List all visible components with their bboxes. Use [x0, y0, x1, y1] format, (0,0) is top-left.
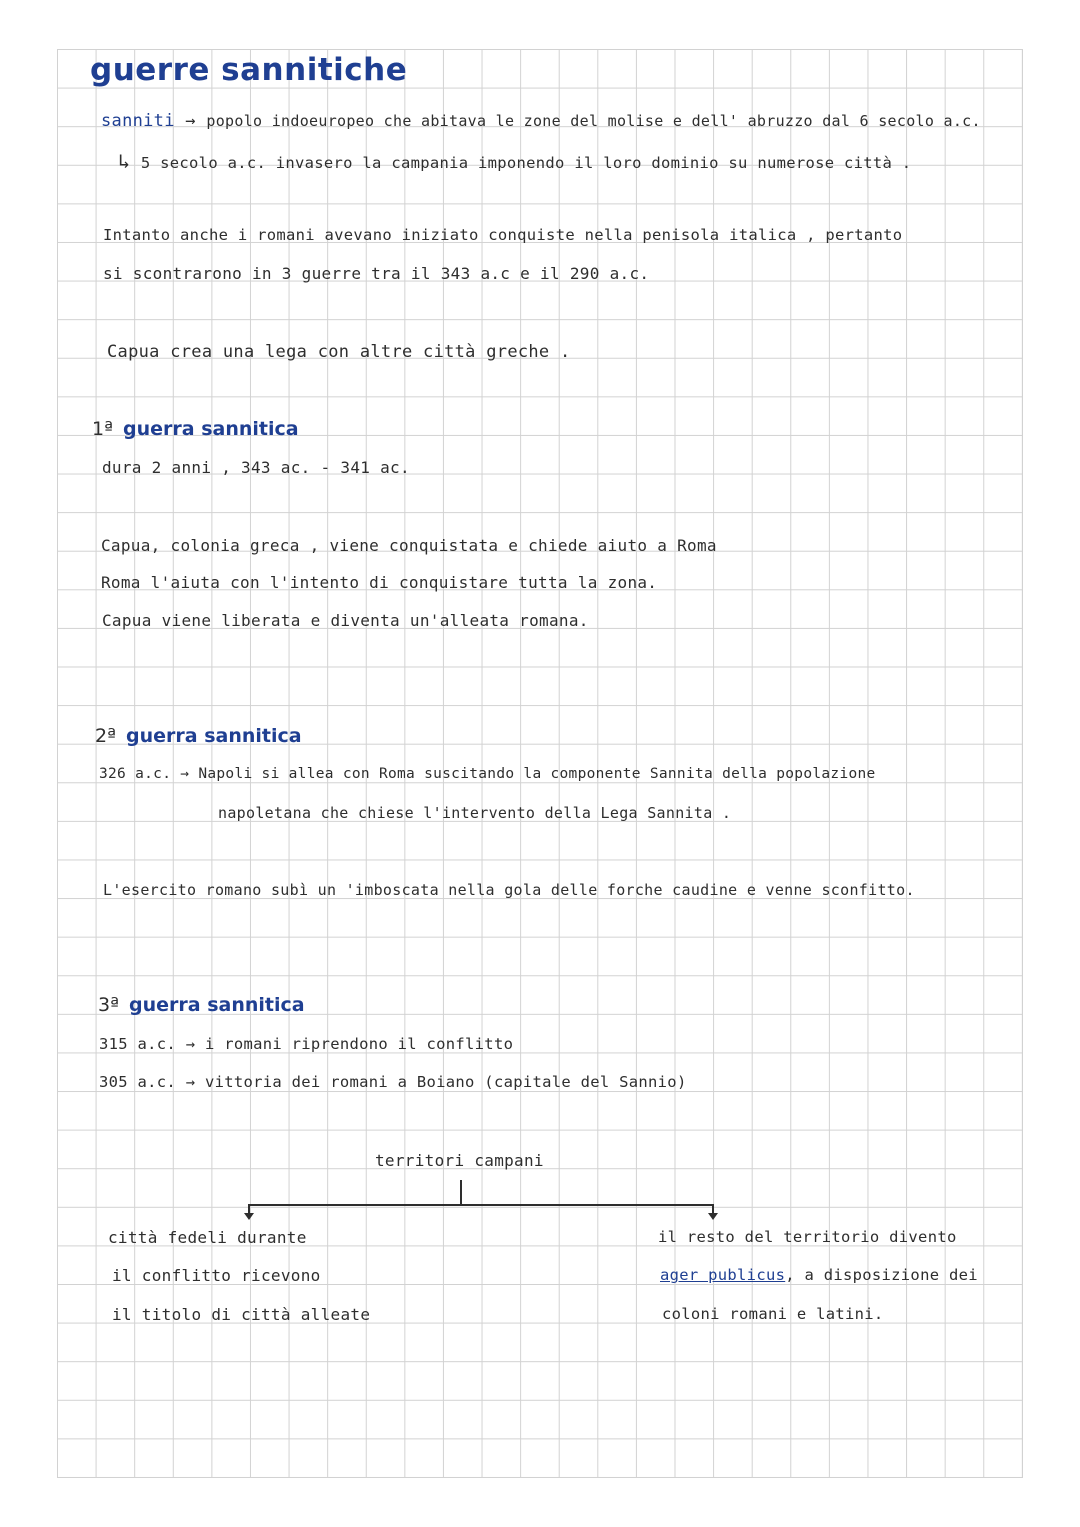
- tree-root: territori campani: [375, 1151, 544, 1170]
- war1-duration: dura 2 anni , 343 ac. - 341 ac.: [102, 458, 410, 477]
- war1-line-1: Capua, colonia greca , viene conquistata e chiede aiuto a Roma: [101, 536, 717, 555]
- war2-number: 2ª: [95, 725, 117, 747]
- arrow-down-icon: [244, 1213, 254, 1220]
- intro-line: [101, 111, 981, 131]
- tree-right-line-1: il resto del territorio divento: [658, 1228, 957, 1246]
- arrow-icon: →: [185, 111, 196, 131]
- war1-line-3: Capua viene liberata e diventa un'alleata romana.: [102, 611, 589, 630]
- war3-heading: [98, 994, 305, 1016]
- war1-number: 1ª: [92, 418, 114, 440]
- tree-branch: [248, 1204, 714, 1206]
- war2-date: 326 a.c.: [99, 766, 172, 782]
- sub-arrow-icon: ↳: [118, 149, 131, 173]
- war3-heading-text: guerra sannitica: [129, 994, 305, 1016]
- war3-event-2: [99, 1073, 687, 1091]
- arrow-icon: →: [185, 1073, 196, 1091]
- war3-event-1-text: i romani riprendono il conflitto: [204, 1035, 514, 1053]
- tree-left-line-2: il conflitto ricevono: [112, 1266, 321, 1285]
- war2-line-3: L'esercito romano subì un 'imboscata nella gola delle forche caudine e venne sconfitto.: [103, 881, 915, 899]
- tree-stem: [460, 1180, 462, 1205]
- tree-right-line-2-rest: , a disposizione dei: [785, 1266, 978, 1284]
- war3-event-1: [99, 1035, 513, 1053]
- war2-line-1: Napoli si allea con Roma suscitando la componente Sannita della popolazione: [198, 766, 876, 782]
- war1-heading: [92, 418, 299, 440]
- arrow-down-icon: [708, 1213, 718, 1220]
- intro-subline: [118, 149, 911, 173]
- context-line-2: si scontrarono in 3 guerre tra il 343 a.c e il 290 a.c.: [103, 264, 650, 283]
- war2-event: [99, 766, 876, 782]
- war3-event-1-date: 315 a.c.: [99, 1035, 177, 1053]
- war2-heading: [95, 725, 302, 747]
- term-sanniti: sanniti: [101, 111, 175, 131]
- war1-line-2: Roma l'aiuta con l'intento di conquistare tutta la zona.: [101, 573, 658, 592]
- war3-event-2-text: vittoria dei romani a Boiano (capitale del Sannio): [204, 1073, 687, 1091]
- arrow-icon: →: [185, 1035, 196, 1053]
- tree-right-line-3: coloni romani e latini.: [662, 1305, 884, 1323]
- war3-number: 3ª: [98, 994, 120, 1016]
- war2-line-2: napoletana che chiese l'intervento della Lega Sannita .: [218, 804, 732, 822]
- war1-heading-text: guerra sannitica: [123, 418, 299, 440]
- tree-left-line-3: il titolo di città alleate: [112, 1305, 371, 1324]
- intro-sub-text: 5 secolo a.c. invasero la campania imponendo il loro dominio su numerose città .: [140, 154, 912, 172]
- context-line-3: Capua crea una lega con altre città greche .: [107, 342, 571, 362]
- page-title: guerre sannitiche: [90, 52, 408, 88]
- context-line-1: Intanto anche i romani avevano iniziato conquiste nella penisola italica , pertanto: [103, 226, 903, 244]
- intro-definition: popolo indoeuropeo che abitava le zone del molise e dell' abruzzo dal 6 secolo a.c.: [206, 112, 981, 130]
- war2-heading-text: guerra sannitica: [126, 725, 302, 747]
- tree-right-line-2: [660, 1266, 978, 1284]
- arrow-icon: →: [180, 766, 190, 782]
- ager-publicus-highlight: ager publicus: [660, 1266, 786, 1284]
- war3-event-2-date: 305 a.c.: [99, 1073, 177, 1091]
- tree-left-line-1: città fedeli durante: [108, 1228, 307, 1247]
